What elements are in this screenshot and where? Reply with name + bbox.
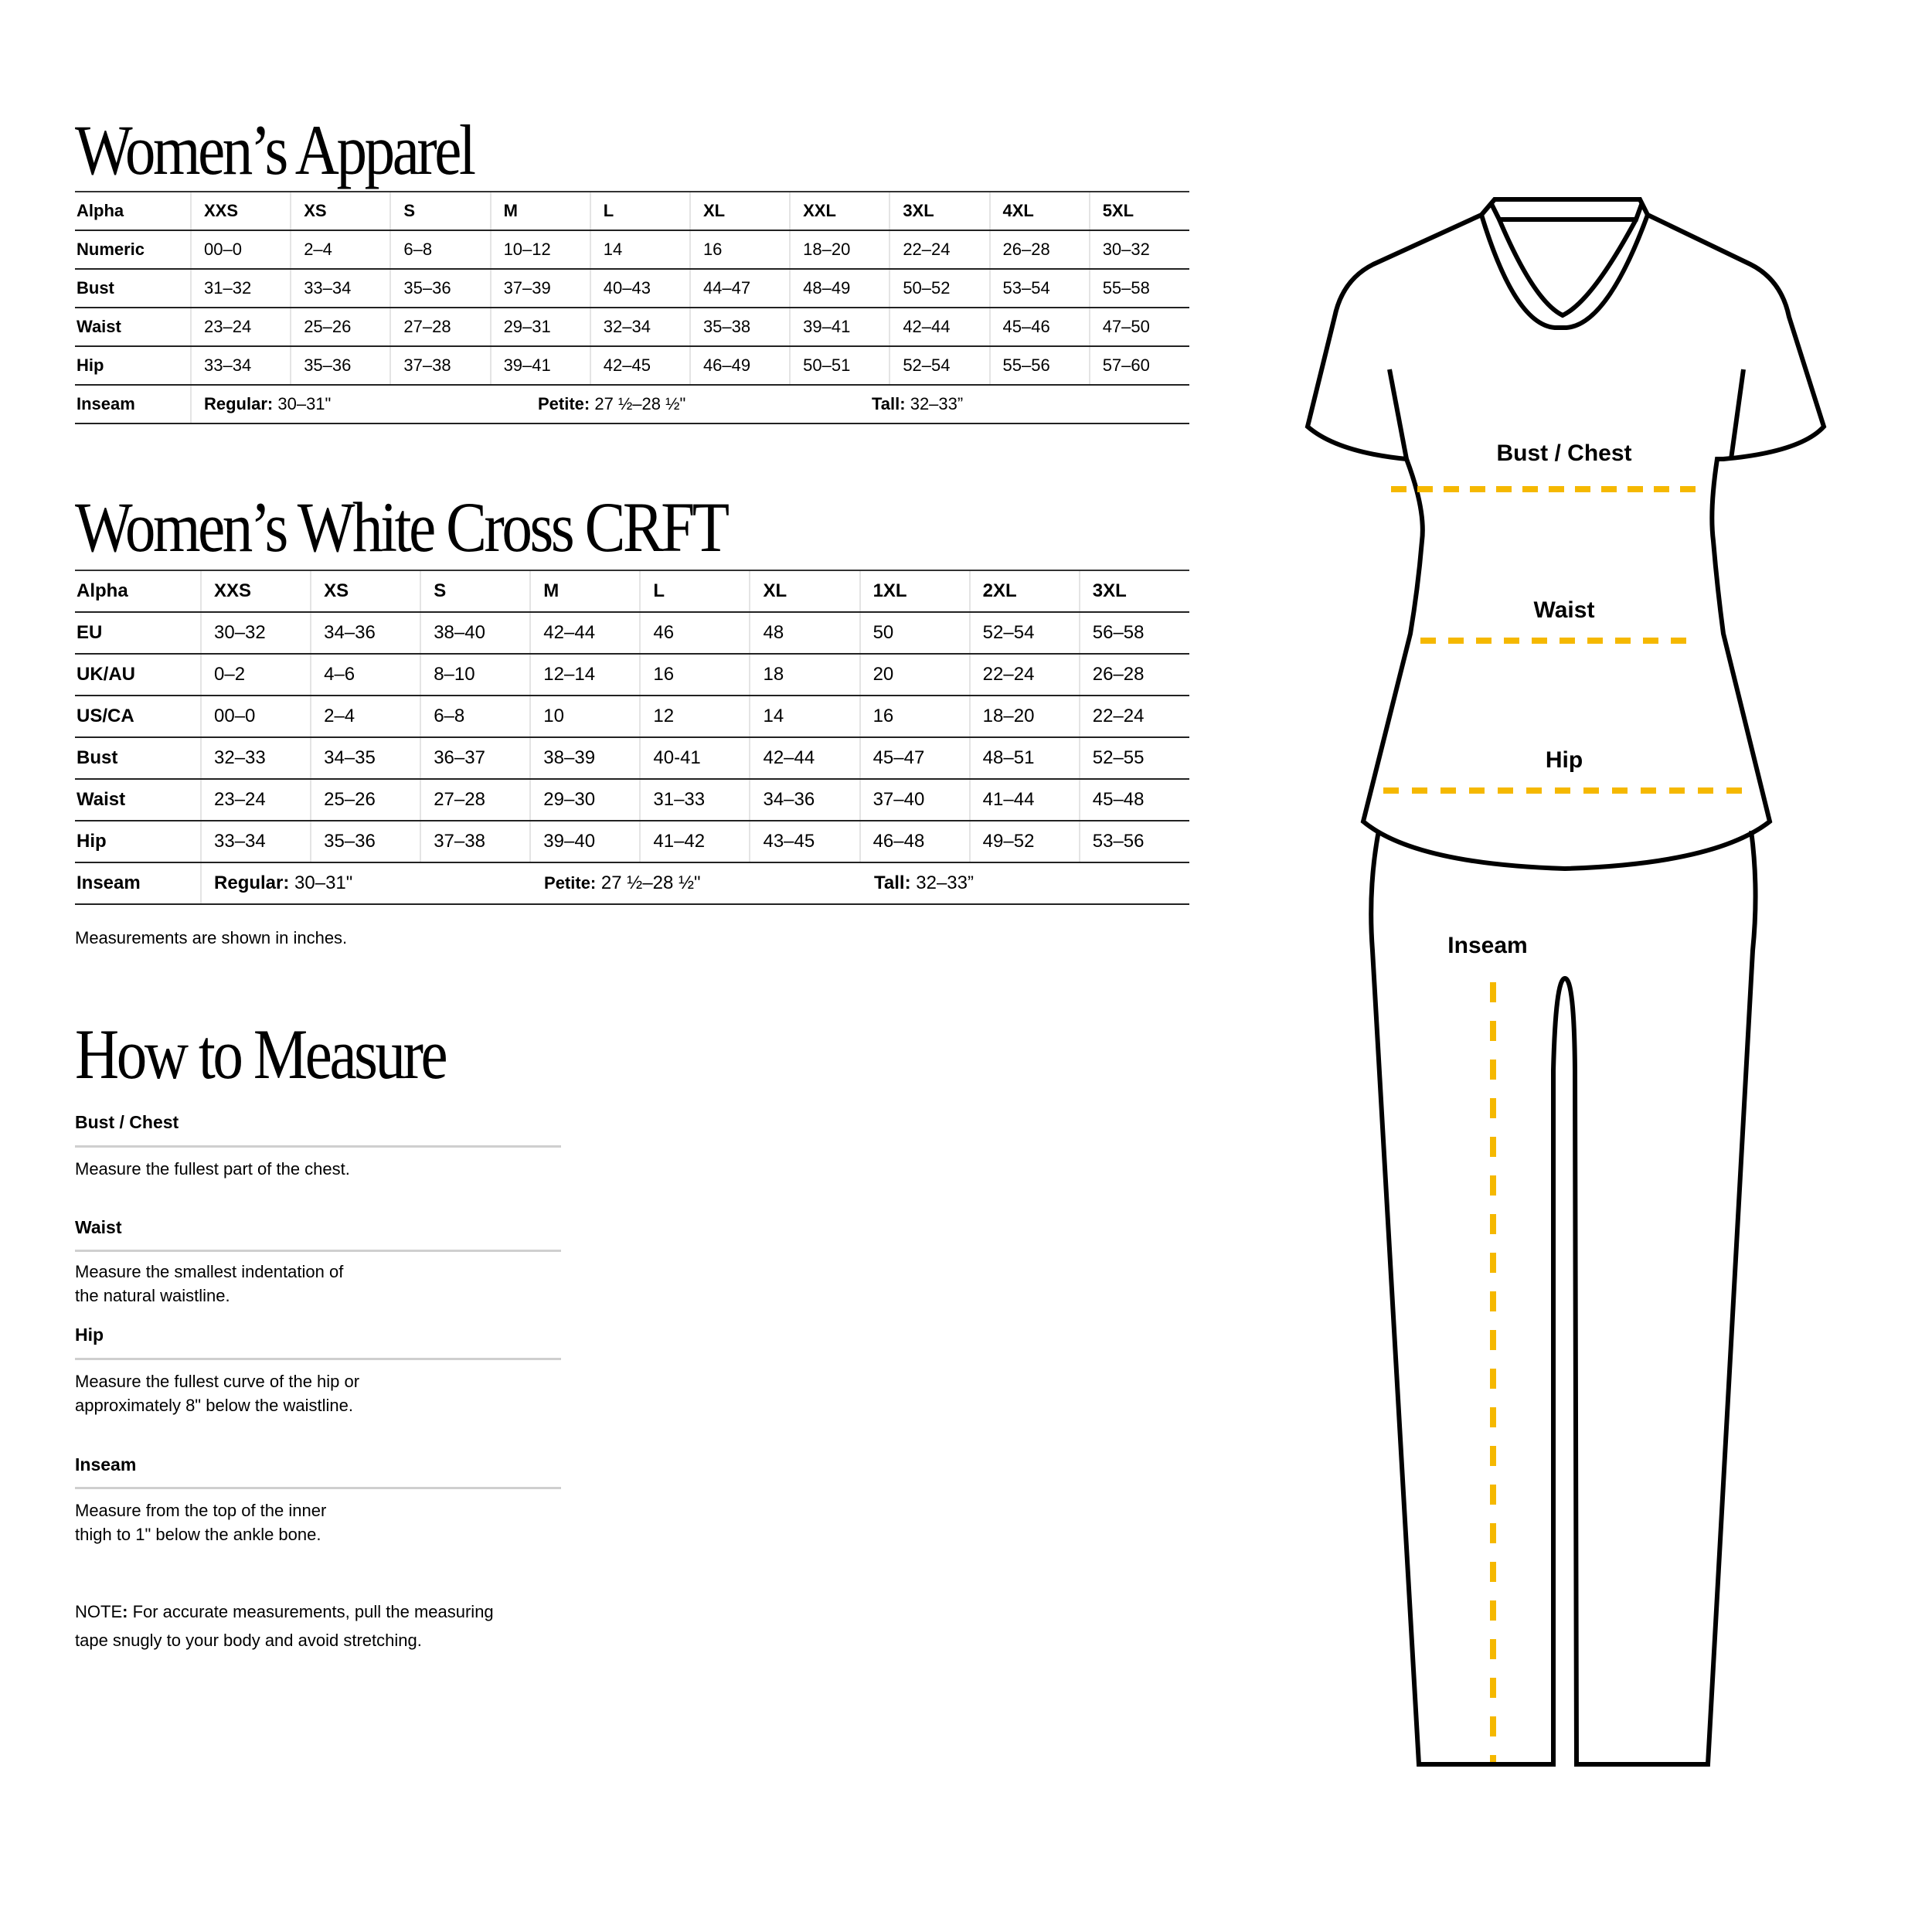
- table-cell: 35–36: [390, 269, 490, 308]
- section-label-hip: Hip: [75, 1325, 104, 1345]
- size-header: XS: [291, 192, 390, 230]
- row-header: Waist: [75, 779, 201, 821]
- inseam-regular: Regular: 30–31": [214, 872, 353, 893]
- table-cell: 48–49: [790, 269, 889, 308]
- table-cell: 37–39: [491, 269, 590, 308]
- table-cell: 35–36: [311, 821, 420, 862]
- row-header: Waist: [75, 308, 191, 346]
- figure-label-bust: Bust / Chest: [1496, 440, 1632, 466]
- table-cell: 38–39: [530, 737, 640, 779]
- measurement-lines: [1383, 489, 1747, 1762]
- table-cell: 42–44: [750, 737, 859, 779]
- inseam-regular: Regular: 30–31": [204, 394, 332, 413]
- table-cell: 34–36: [750, 779, 859, 821]
- size-header: 4XL: [990, 192, 1090, 230]
- table-cell: 33–34: [191, 346, 291, 385]
- size-header: M: [530, 570, 640, 612]
- table-cell: 12–14: [530, 654, 640, 696]
- table-cell: 2–4: [311, 696, 420, 737]
- size-header: XXL: [790, 192, 889, 230]
- inseam-petite: Petite: 27 ½–28 ½": [544, 872, 701, 893]
- table-cell: 16: [640, 654, 750, 696]
- row-header: Hip: [75, 821, 201, 862]
- row-header: UK/AU: [75, 654, 201, 696]
- table-cell: 48–51: [970, 737, 1080, 779]
- how-to-measure-title: How to Measure: [75, 1015, 446, 1094]
- table-cell: 45–47: [860, 737, 970, 779]
- table-cell: 46–49: [690, 346, 790, 385]
- table-cell: 39–41: [790, 308, 889, 346]
- table-cell: 35–36: [291, 346, 390, 385]
- table-cell: 40–43: [590, 269, 690, 308]
- row-header: Hip: [75, 346, 191, 385]
- size-header: L: [590, 192, 690, 230]
- table-cell: 53–54: [990, 269, 1090, 308]
- table-cell: 50–51: [790, 346, 889, 385]
- table-cell: 30–32: [201, 612, 311, 654]
- table-cell: 27–28: [420, 779, 530, 821]
- table-cell: 10: [530, 696, 640, 737]
- size-header: XL: [690, 192, 790, 230]
- size-header: 3XL: [1080, 570, 1189, 612]
- table-cell: 32–34: [590, 308, 690, 346]
- figure-label-hip: Hip: [1545, 747, 1583, 773]
- inseam-tall: Tall: 32–33”: [874, 872, 974, 893]
- table-cell: 42–45: [590, 346, 690, 385]
- table-cell: 2–4: [291, 230, 390, 269]
- apparel-title: Women’s Apparel: [75, 111, 474, 189]
- table-cell: 32–33: [201, 737, 311, 779]
- size-header: 1XL: [860, 570, 970, 612]
- table-cell: 31–32: [191, 269, 291, 308]
- table-cell: 49–52: [970, 821, 1080, 862]
- table-cell: 52–55: [1080, 737, 1189, 779]
- section-text-inseam: Measure from the top of the inner thigh to 1" below the ankle bone.: [75, 1501, 327, 1544]
- table-cell: 39–40: [530, 821, 640, 862]
- section-text-waist: Measure the smallest indentation of the natural waistline.: [75, 1262, 344, 1305]
- table-cell: 50: [860, 612, 970, 654]
- row-header: Inseam: [75, 385, 191, 423]
- table-cell: 42–44: [530, 612, 640, 654]
- table-cell: 47–50: [1090, 308, 1189, 346]
- section-text-hip: Measure the fullest curve of the hip or approximately 8" below the waistline.: [75, 1372, 360, 1415]
- size-header: L: [640, 570, 750, 612]
- scrub-pants-outline-icon: [1371, 831, 1755, 1764]
- table-cell: 46–48: [860, 821, 970, 862]
- table-cell: 23–24: [201, 779, 311, 821]
- table-cell: 27–28: [390, 308, 490, 346]
- table-cell: 10–12: [491, 230, 590, 269]
- table-cell: 37–38: [390, 346, 490, 385]
- table-cell: 29–30: [530, 779, 640, 821]
- table-cell: 22–24: [889, 230, 989, 269]
- table-cell: 43–45: [750, 821, 859, 862]
- table-cell: 38–40: [420, 612, 530, 654]
- section-label-inseam: Inseam: [75, 1454, 137, 1475]
- figure-label-waist: Waist: [1533, 597, 1595, 623]
- row-header: Numeric: [75, 230, 191, 269]
- table-cell: 20: [860, 654, 970, 696]
- table-cell: 22–24: [970, 654, 1080, 696]
- inseam-tall: Tall: 32–33”: [872, 394, 964, 413]
- table-cell: 22–24: [1080, 696, 1189, 737]
- table-cell: 37–38: [420, 821, 530, 862]
- table-cell: 31–33: [640, 779, 750, 821]
- table-cell: 33–34: [201, 821, 311, 862]
- table-cell: 41–44: [970, 779, 1080, 821]
- size-header: XXS: [191, 192, 291, 230]
- table-cell: 14: [590, 230, 690, 269]
- row-header: US/CA: [75, 696, 201, 737]
- size-header: M: [491, 192, 590, 230]
- size-header: S: [420, 570, 530, 612]
- table-cell: 46: [640, 612, 750, 654]
- table-cell: 16: [860, 696, 970, 737]
- table-cell: 23–24: [191, 308, 291, 346]
- table-cell: 00–0: [191, 230, 291, 269]
- table-cell: 26–28: [990, 230, 1090, 269]
- row-header: Alpha: [75, 192, 191, 230]
- section-text-bust: Measure the fullest part of the chest.: [75, 1159, 350, 1179]
- table-cell: 29–31: [491, 308, 590, 346]
- row-header: Inseam: [75, 862, 201, 904]
- table-cell: 44–47: [690, 269, 790, 308]
- table-cell: 40-41: [640, 737, 750, 779]
- section-label-bust: Bust / Chest: [75, 1112, 179, 1132]
- table-cell: 33–34: [291, 269, 390, 308]
- table-cell: 0–2: [201, 654, 311, 696]
- measuring-note: NOTE: For accurate measurements, pull the measuring tape snugly to your body and avoid stretching.: [75, 1602, 494, 1650]
- size-header: XXS: [201, 570, 311, 612]
- table-cell: 00–0: [201, 696, 311, 737]
- table-cell: 6–8: [420, 696, 530, 737]
- row-header: Alpha: [75, 570, 201, 612]
- size-header: XL: [750, 570, 859, 612]
- table-cell: 12: [640, 696, 750, 737]
- size-header: 5XL: [1090, 192, 1189, 230]
- table-cell: 39–41: [491, 346, 590, 385]
- table-cell: 45–48: [1080, 779, 1189, 821]
- figure-label-inseam: Inseam: [1447, 933, 1528, 958]
- section-label-waist: Waist: [75, 1217, 122, 1237]
- table-cell: 53–56: [1080, 821, 1189, 862]
- table-cell: 55–58: [1090, 269, 1189, 308]
- size-header: 3XL: [889, 192, 989, 230]
- table-cell: 25–26: [311, 779, 420, 821]
- table-cell: 25–26: [291, 308, 390, 346]
- inseam-petite: Petite: 27 ½–28 ½": [538, 394, 686, 413]
- table-cell: 6–8: [390, 230, 490, 269]
- table-cell: 34–36: [311, 612, 420, 654]
- row-header: EU: [75, 612, 201, 654]
- table-cell: 8–10: [420, 654, 530, 696]
- table-cell: 50–52: [889, 269, 989, 308]
- table-cell: 18–20: [790, 230, 889, 269]
- table-cell: 36–37: [420, 737, 530, 779]
- row-header: Bust: [75, 269, 191, 308]
- crft-title: Women’s White Cross CRFT: [75, 488, 727, 566]
- table-cell: 30–32: [1090, 230, 1189, 269]
- table-cell: 52–54: [889, 346, 989, 385]
- table-cell: 57–60: [1090, 346, 1189, 385]
- table-cell: 45–46: [990, 308, 1090, 346]
- table-cell: 52–54: [970, 612, 1080, 654]
- table-cell: 41–42: [640, 821, 750, 862]
- table-cell: 56–58: [1080, 612, 1189, 654]
- table-cell: 16: [690, 230, 790, 269]
- table-cell: 34–35: [311, 737, 420, 779]
- table-cell: 26–28: [1080, 654, 1189, 696]
- size-header: XS: [311, 570, 420, 612]
- table-cell: 55–56: [990, 346, 1090, 385]
- table-cell: 18–20: [970, 696, 1080, 737]
- measurement-units-note: Measurements are shown in inches.: [75, 928, 348, 947]
- table-cell: 37–40: [860, 779, 970, 821]
- size-header: 2XL: [970, 570, 1080, 612]
- size-header: S: [390, 192, 490, 230]
- row-header: Bust: [75, 737, 201, 779]
- table-cell: 18: [750, 654, 859, 696]
- table-cell: 48: [750, 612, 859, 654]
- table-cell: 14: [750, 696, 859, 737]
- table-cell: 42–44: [889, 308, 989, 346]
- table-cell: 35–38: [690, 308, 790, 346]
- table-cell: 4–6: [311, 654, 420, 696]
